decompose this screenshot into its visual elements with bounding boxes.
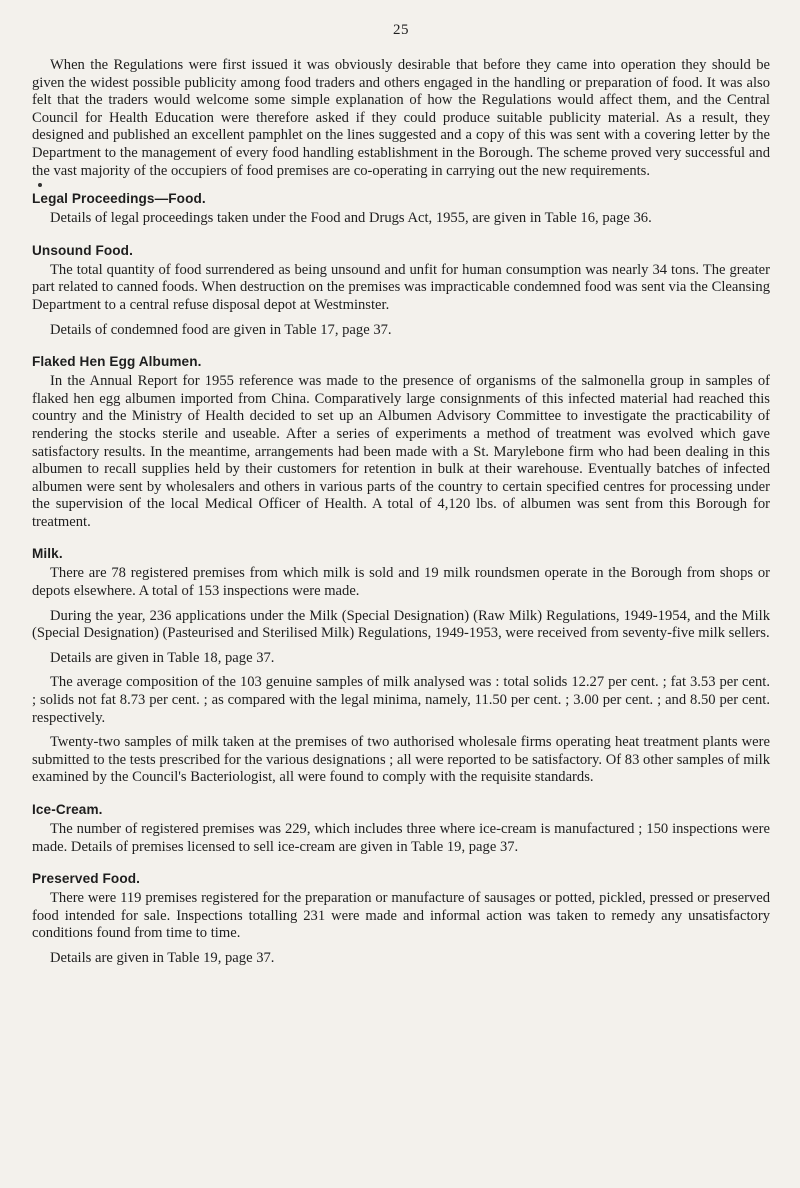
section-heading: Preserved Food. bbox=[32, 870, 141, 887]
section-paragraph: The total quantity of food surrendered as being unsound and unfit for human consumption was nearly 34 tons. The greater part related to canned foods. When destruction on the premises was impracticable condemned food was sent via the Cleansing Department to a central refuse disposal depot at Westminster. bbox=[32, 261, 770, 313]
page-number: 25 bbox=[393, 22, 409, 38]
section-paragraph: Details are given in Table 19, page 37. bbox=[50, 949, 275, 966]
section-unsound-food bbox=[32, 243, 770, 339]
section-heading: Legal Proceedings—Food. bbox=[32, 190, 206, 207]
section-paragraph: There are 78 registered premises from which milk is sold and 19 milk roundsmen operate in the Borough from shops or depots elsewhere. A total of 153 inspections were made. bbox=[32, 565, 770, 600]
section-paragraph: The number of registered premises was 229, which includes three where ice-cream is manufactured ; 150 inspections were made. Details of premises licensed to sell ice-cream are given in Table 19, page 37. bbox=[32, 821, 770, 855]
section-paragraph: In the Annual Report for 1955 reference was made to the presence of organisms of the salmonella group in samples of flaked hen egg albumen imported from China. Comparatively large consignments of this infected material had reached this country and the Ministry of Health decided to set up an Albumen Advisory Committee to investigate the practicability of rendering the stocks sterile and useable. After a series of experiments a method of treatment was evolved which gave satisfactory results. In the meantime, arrangements had been made with a St. Marylebone firm who had been dealing in this albumen to recall supplies held by their customers for retention in bulk at their warehouse. Eventually batches of infected albumen were sent by wholesalers and others in various parts of the country to certain specified centres for processing under the supervision of the local Medical Officer of Health. A total of 4,120 lbs. of albumen was sent from this Borough for treatment. bbox=[32, 373, 770, 530]
section-paragraph: There were 119 premises registered for the preparation or manufacture of sausages or potted, pickled, pressed or preserved food intended for sale. Inspections totalling 231 were made and informal action was taken to remedy any unsatisfactory conditions found from time to time. bbox=[32, 890, 770, 942]
section-preserved-food bbox=[32, 871, 770, 967]
section-paragraph: During the year, 236 applications under the Milk (Special Designation) (Raw Milk) Regulations, 1949-1954, and the Milk (Special Designation) (Pasteurised and Sterilised Milk) Regulations, 1949-1953, were received from seventy-five milk sellers. bbox=[32, 607, 770, 642]
section-flaked-hen-egg-albumen bbox=[32, 354, 770, 531]
section-heading: Unsound Food. bbox=[32, 242, 133, 259]
section-paragraph: Details of legal proceedings taken under the Food and Drugs Act, 1955, are given in Table 16, page 36. bbox=[50, 210, 652, 227]
section-milk bbox=[32, 546, 770, 787]
section-legal-proceedings bbox=[32, 191, 770, 228]
section-heading: Flaked Hen Egg Albumen. bbox=[32, 353, 202, 370]
intro-section bbox=[32, 57, 770, 187]
stray-ink-mark bbox=[38, 183, 42, 187]
section-paragraph: Details of condemned food are given in Table 17, page 37. bbox=[50, 321, 392, 338]
section-heading: Milk. bbox=[32, 546, 63, 562]
section-paragraph: Details are given in Table 18, page 37. bbox=[50, 649, 275, 666]
intro-paragraph: When the Regulations were first issued it was obviously desirable that before they came into operation they should be given the widest possible publicity among food traders and others engaged in the handling or preparation of food. It was also felt that the traders would welcome some simple explanation of how the Regulations would affect them, and the Central Council for Health Education were therefore asked if they could produce suitable publicity material. As a result, they designed and published an excellent pamphlet on the lines suggested and a copy of this was sent with a covering letter by the Department to the management of every food handling establishment in the Borough. The scheme proved very successful and the vast majority of the occupiers of food premises are co-operating in carrying out the new requirements. bbox=[32, 57, 770, 179]
section-ice-cream bbox=[32, 802, 770, 856]
section-heading: Ice-Cream. bbox=[32, 801, 103, 818]
section-paragraph: The average composition of the 103 genuine samples of milk analysed was : total solids 12.27 per cent. ; fat 3.53 per cent. ; solids not fat 8.73 per cent. ; as compared with the legal minima, namely, 11.50 per cent. ; 3.00 per cent. ; and 8.50 per cent. respectively. bbox=[32, 674, 770, 726]
section-paragraph: Twenty-two samples of milk taken at the premises of two authorised wholesale firms operating heat treatment plants were submitted to the tests prescribed for the various designations ; all were reported to be satisfactory. Of 83 other samples of milk examined by the Council's Bacteriologist, all were found to comply with the requisite standards. bbox=[32, 734, 770, 786]
